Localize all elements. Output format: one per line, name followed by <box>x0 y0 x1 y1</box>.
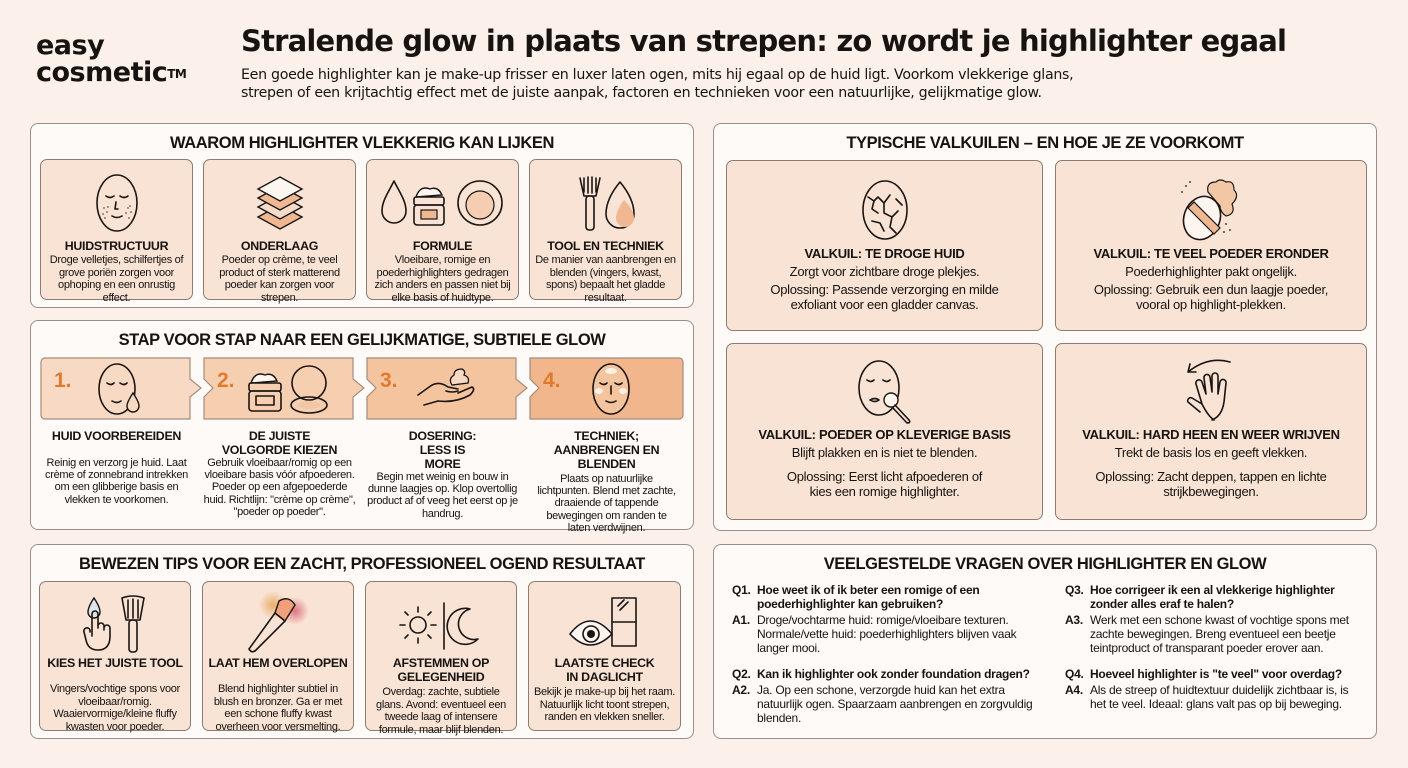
card-title: ONDERLAAG <box>240 239 319 253</box>
pitfall-title: VALKUIL: TE DROGE HUID <box>804 246 965 261</box>
why-card-underlayer <box>203 159 356 304</box>
answer-text: Werk met een schone kwast of vochtige spons met zachte bewegingen. Breng eventueel een beetje teintproduct of transparant poeder erover aan. <box>1090 613 1349 655</box>
card-body: Droge velletjes, schilfertjes of grove poriën zorgen voor ophoping en een onrustig effect. <box>49 254 184 304</box>
question-text: Kan ik highlighter ook zonder foundation dragen? <box>757 667 1030 681</box>
card-title: TOOL EN TECHNIEK <box>547 239 664 253</box>
tips-panel-title: BEWEZEN TIPS VOOR EEN ZACHT, PROFESSIONEEL OGEND RESULTAAT <box>79 555 645 573</box>
pitfall-title: VALKUIL: POEDER OP KLEVERIGE BASIS <box>758 427 1011 442</box>
sun-moon-icon <box>366 592 516 658</box>
pitfall-problem: Zorgt voor zichtbare droge plekjes. <box>789 264 980 279</box>
step-number: 3. <box>380 369 398 392</box>
card-title: AFSTEMMEN OP GELEGENHEID <box>392 656 490 684</box>
step-3-banner <box>366 357 529 420</box>
step-4-text <box>529 429 684 534</box>
answer-text: Ja. Op een schone, verzorgde huid kan het extra natuurlijk ogen. Spaarzaam aanbrengen en zorgvuldig blenden. <box>757 683 1033 725</box>
step-title: HUID VOORBEREIDEN <box>51 429 182 443</box>
pitfall-solution: Oplossing: Zacht deppen, tappen en lichte strijkbewegingen. <box>1095 469 1327 499</box>
card-title: LAAT HEM OVERLOPEN <box>208 656 348 670</box>
faq-question <box>1065 667 1365 681</box>
card-body: Vingers/vochtige spons voor vloeibaar/romig. Waaiervormige/kleine fluffy kwasten voor poeder. <box>50 683 180 733</box>
question-label: Q2. <box>732 667 751 681</box>
step-4-banner <box>529 357 684 420</box>
layers-icon <box>204 170 355 236</box>
faq-answer <box>732 613 1037 655</box>
why-card-tool-technique <box>529 159 682 304</box>
question-label: Q3. <box>1065 583 1084 597</box>
answer-label: A4. <box>1065 683 1083 697</box>
step-number: 4. <box>543 369 561 392</box>
why-panel <box>30 123 694 308</box>
face-texture-icon <box>41 170 192 236</box>
why-card-formula <box>366 159 519 304</box>
why-card-skin-texture <box>40 159 193 304</box>
pitfall-title: VALKUIL: HARD HEEN EN WEER WRIJVEN <box>1082 427 1340 442</box>
faq-question <box>1065 583 1365 611</box>
finger-brush-icon <box>40 592 190 658</box>
faq-column-right <box>1065 583 1365 711</box>
step-number: 2. <box>217 369 235 392</box>
step-title: DE JUISTE VOLGORDE KIEZEN <box>221 429 338 457</box>
step-title: DOSERING: LESS IS MORE <box>408 429 477 471</box>
pitfall-solution: Oplossing: Eerst licht afpoederen of kies een romige highlighter. <box>786 469 983 499</box>
question-label: Q4. <box>1065 667 1084 681</box>
faq-answer <box>732 683 1037 725</box>
tip-card-tool <box>39 581 191 731</box>
pitfall-problem: Trekt de basis los en geeft vlekken. <box>1114 445 1308 460</box>
hand-product-icon <box>416 361 480 417</box>
card-title: HUIDSTRUCTUUR <box>64 239 169 253</box>
brand-logo <box>36 32 186 86</box>
face-drop-icon <box>95 361 145 417</box>
powder-puff-icon <box>1056 175 1366 245</box>
step-2-text <box>203 429 356 518</box>
card-body: Overdag: zachte, subtiele glans. Avond: eventueel een tweede laag of intensere formule, maar blijf blenden. <box>376 686 506 736</box>
question-text: Hoe weet ik of ik beter een romige of een poederhighlighter kan gebruiken? <box>757 583 980 611</box>
tip-card-daylight <box>528 581 681 731</box>
faq-panel-title: VEELGESTELDE VRAGEN OVER HIGHLIGHTER EN GLOW <box>823 555 1267 573</box>
steps-panel-title: STAP VOOR STAP NAAR EEN GELIJKMATIGE, SUBTIELE GLOW <box>118 331 606 349</box>
step-body: Gebruik vloeibaar/romig op een vloeibare basis vóór afpoederen. Poeder op een afgepoederde huid. Richtlijn: "crème op crème", "poeder op poeder". <box>203 457 356 518</box>
step-1-banner <box>40 357 203 420</box>
face-highlight-icon <box>589 361 633 417</box>
formula-icon <box>367 170 518 236</box>
faq-question <box>732 583 1037 611</box>
pitfall-card-too-much-powder <box>1055 160 1367 331</box>
page-subtitle <box>241 66 1141 102</box>
step-title: TECHNIEK; AANBRENGEN EN BLENDEN <box>553 429 660 471</box>
trademark: TM <box>167 67 187 81</box>
tip-card-occasion <box>365 581 517 736</box>
pitfalls-panel-title: TYPISCHE VALKUILEN – EN HOE JE ZE VOORKOMT <box>846 134 1244 152</box>
question-text: Hoe corrigeer ik een al vlekkerige highlighter zonder alles eraf te halen? <box>1090 583 1335 611</box>
page-title: Stralende glow in plaats van strepen: zo wordt je highlighter egaal <box>241 24 1287 58</box>
card-body: De manier van aanbrengen en blenden (vingers, kwast, spons) bepaalt het gladde resultaat. <box>535 254 676 304</box>
faq-answer <box>1065 613 1365 655</box>
step-body: Begin met weinig en bouw in dunne laagjes op. Klop overtollig product af of veeg het eerst op je handrug. <box>367 471 518 520</box>
card-title: KIES HET JUISTE TOOL <box>47 656 183 670</box>
step-2-banner <box>203 357 366 420</box>
faq-panel <box>713 544 1377 739</box>
pitfall-solution: Oplossing: Gebruik een dun laagje poeder, vooral op highlight-plekken. <box>1093 282 1329 312</box>
card-title: LAATSTE CHECK IN DAGLICHT <box>554 656 655 684</box>
face-brush-icon <box>727 356 1042 426</box>
pitfall-title: VALKUIL: TE VEEL POEDER ERONDER <box>1093 246 1329 261</box>
tips-panel <box>30 544 694 739</box>
cracked-egg-icon <box>727 175 1042 245</box>
pitfall-card-dry-skin <box>726 160 1043 331</box>
pitfalls-panel <box>713 123 1377 531</box>
question-label: Q1. <box>732 583 751 597</box>
tip-card-blend <box>202 581 354 731</box>
step-1-text <box>40 429 193 506</box>
question-text: Hoeveel highlighter is "te veel" voor overdag? <box>1090 667 1342 681</box>
card-body: Vloeibare, romige en poederhighlighters gedragen zich anders en passen niet bij elke basis of huidtype. <box>374 254 511 304</box>
brand-line2: cosmetic <box>36 57 168 88</box>
faq-answer <box>1065 683 1365 711</box>
card-body: Blend highlighter subtiel in blush en bronzer. Ga er met een schone fluffy kwast overheen voor versmelting. <box>213 683 343 733</box>
step-number: 1. <box>54 369 72 392</box>
jar-compact-icon <box>247 361 331 417</box>
answer-text: Droge/vochtarme huid: romige/vloeibare texturen. Normale/vette huid: poederhighlighters blijven vaak langer mooi. <box>757 613 1017 655</box>
card-body: Poeder op crème, te veel product of sterk matterend poeder kan zorgen voor strepen. <box>219 254 340 304</box>
faq-question <box>732 667 1037 681</box>
why-panel-title: WAAROM HIGHLIGHTER VLEKKERIG KAN LIJKEN <box>169 134 555 152</box>
pitfall-problem: Poederhighlighter pakt ongelijk. <box>1125 264 1297 279</box>
step-body: Plaats op natuurlijke lichtpunten. Blend met zachte, draaiende of tappende bewegingen om randen te laten verdwijnen. <box>537 473 676 534</box>
steps-panel <box>30 320 694 534</box>
blending-brush-icon <box>203 592 353 658</box>
subtitle-line-2: strepen of een krijtachtig effect met de juiste aanpak, factoren en technieken voor een natuurlijke, gelijkmatige glow. <box>241 85 1042 101</box>
pitfall-solution: Oplossing: Passende verzorging en milde exfoliant voor een gladder canvas. <box>770 282 999 312</box>
answer-label: A3. <box>1065 613 1083 627</box>
answer-text: Als de streep of huidtextuur duidelijk zichtbaar is, is het te veel. Ideaal: glans valt pas op bij beweging. <box>1090 683 1349 711</box>
rubbing-hand-icon <box>1056 356 1366 426</box>
card-title: FORMULE <box>412 239 473 253</box>
brand-line1: easy <box>36 30 105 61</box>
pitfall-problem: Blijft plakken en is niet te blenden. <box>791 445 978 460</box>
subtitle-line-1: Een goede highlighter kan je make-up frisser en luxer laten ogen, mits hij egaal op de huid ligt. Voorkom vlekkerige glans, <box>241 67 1074 83</box>
eye-window-icon <box>529 592 680 658</box>
faq-column-left <box>732 583 1037 725</box>
answer-label: A2. <box>732 683 750 697</box>
answer-label: A1. <box>732 613 750 627</box>
pitfall-card-hard-rubbing <box>1055 343 1367 520</box>
card-body: Bekijk je make-up bij het raam. Natuurlijk licht toont strepen, randen en vlekken sneller. <box>533 686 676 723</box>
brush-sponge-icon <box>530 170 681 236</box>
step-3-text <box>366 429 519 520</box>
pitfall-card-sticky-base <box>726 343 1043 520</box>
step-body: Reinig en verzorg je huid. Laat crème of zonnebrand intrekken om een glibberige basis en vlekken te voorkomen. <box>45 457 188 506</box>
